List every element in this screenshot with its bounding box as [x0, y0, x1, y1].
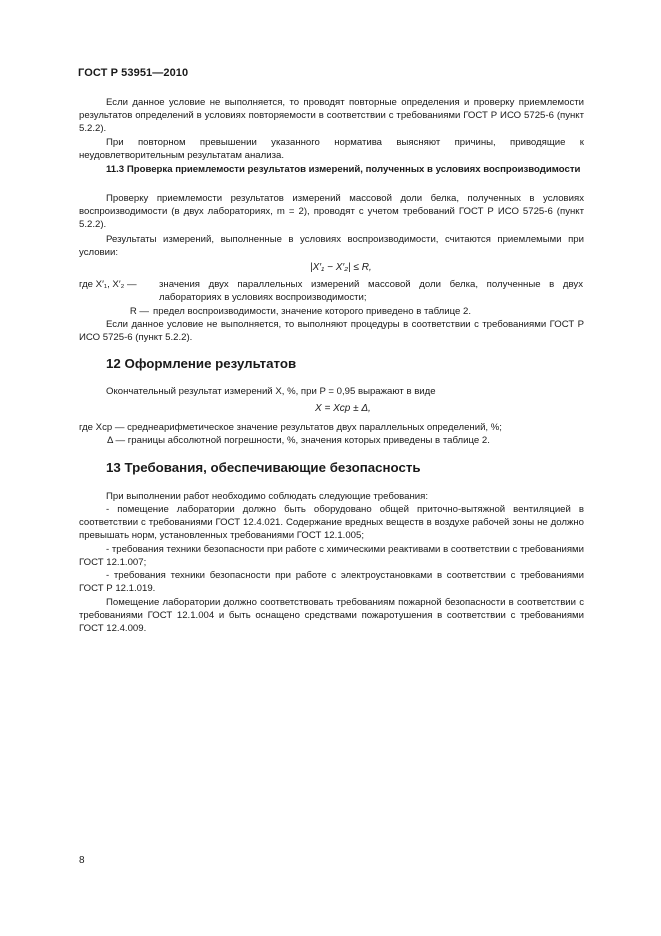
- paragraph-final-result: Окончательный результат измерений X, %, при P = 0,95 выражают в виде: [106, 386, 436, 397]
- paragraph-acceptance-condition: Результаты измерений, выполненные в условиях воспроизводимости, считаются приемлемыми при условии:: [79, 234, 584, 259]
- safety-item-electrical: - требования техники безопасности при работе с электроустановками в соответствии с требованиями ГОСТ Р 12.1.019.: [79, 570, 584, 595]
- paragraph-reproducibility-check: Проверку приемлемости результатов измерений массовой доли белка, полученных в условиях воспроизводимости (в двух лабораториях, m = 2), проводят с учетом требований ГОСТ Р ИСО 5725-6 (пункт 5.2.2).: [79, 193, 584, 231]
- paragraph-fire-safety: Помещение лаборатории должно соответствовать требованиям пожарной безопасности в соответствии с требованиями ГОСТ 12.1.004 и быть оснащено средствами пожаротушения в соответствии с требованиями ГОСТ 12.4.009.: [79, 597, 584, 635]
- where-delta: Δ — границы абсолютной погрешности, %, значения которых приведены в таблице 2.: [107, 435, 490, 446]
- formula-reproducibility: |X′₁ − X′₂| ≤ R,: [310, 262, 372, 273]
- section-11-3-heading: [79, 163, 584, 176]
- where-r: [79, 305, 584, 318]
- paragraph-if-not-met: Если данное условие не выполняется, то выполняют процедуры в соответствии с требованиями ГОСТ Р ИСО 5725-6 (пункт 5.2.2).: [79, 319, 584, 344]
- safety-item-chemicals: - требования техники безопасности при работе с химическими реактивами в соответствии с требованиями ГОСТ 12.1.007;: [79, 544, 584, 569]
- where-text: предел воспроизводимости, значение которого приведено в таблице 2.: [153, 306, 472, 317]
- section-title: Проверка приемлемости результатов измерений, полученных в условиях воспроизводимости: [126, 164, 581, 175]
- where-x1-x2: [79, 278, 584, 304]
- where-text: значения двух параллельных измерений массовой доли белка, полученные в двух лабораториях в условиях воспроизводимости;: [159, 279, 583, 304]
- where-symbol: R —: [129, 306, 149, 317]
- formula-final-result: X = Xср ± Δ,: [315, 403, 371, 414]
- where-x-mean: где Xср — среднеарифметическое значение результатов двух параллельных определений, %;: [79, 422, 502, 433]
- section-13-heading: 13 Требования, обеспечивающие безопасность: [106, 460, 421, 475]
- document-header: ГОСТ Р 53951—2010: [78, 67, 189, 79]
- safety-item-ventilation: - помещение лаборатории должно быть оборудовано общей приточно-вытяжной вентиляцией в соответствии с требованиями ГОСТ 12.4.021. Содержание вредных веществ в воздухе рабочей зоны не должно превышать норм, установленных требованиями ГОСТ 12.1.005;: [79, 504, 584, 542]
- paragraph-safety-intro: При выполнении работ необходимо соблюдать следующие требования:: [106, 491, 429, 502]
- where-symbol: где X′₁, X′₂ —: [79, 279, 137, 290]
- paragraph-repeated-excess: При повторном превышении указанного норматива выясняют причины, приводящие к неудовлетворительным результатам анализа.: [79, 137, 584, 162]
- paragraph-repeatability: Если данное условие не выполняется, то проводят повторные определения и проверку приемлемости результатов определений в условиях повторяемости в соответствии с требованиями ГОСТ Р ИСО 5725-6 (пункт 5.2.2).: [79, 97, 584, 135]
- section-12-heading: 12 Оформление результатов: [106, 356, 297, 371]
- page-number: 8: [79, 855, 85, 866]
- section-number: 11.3: [106, 164, 125, 175]
